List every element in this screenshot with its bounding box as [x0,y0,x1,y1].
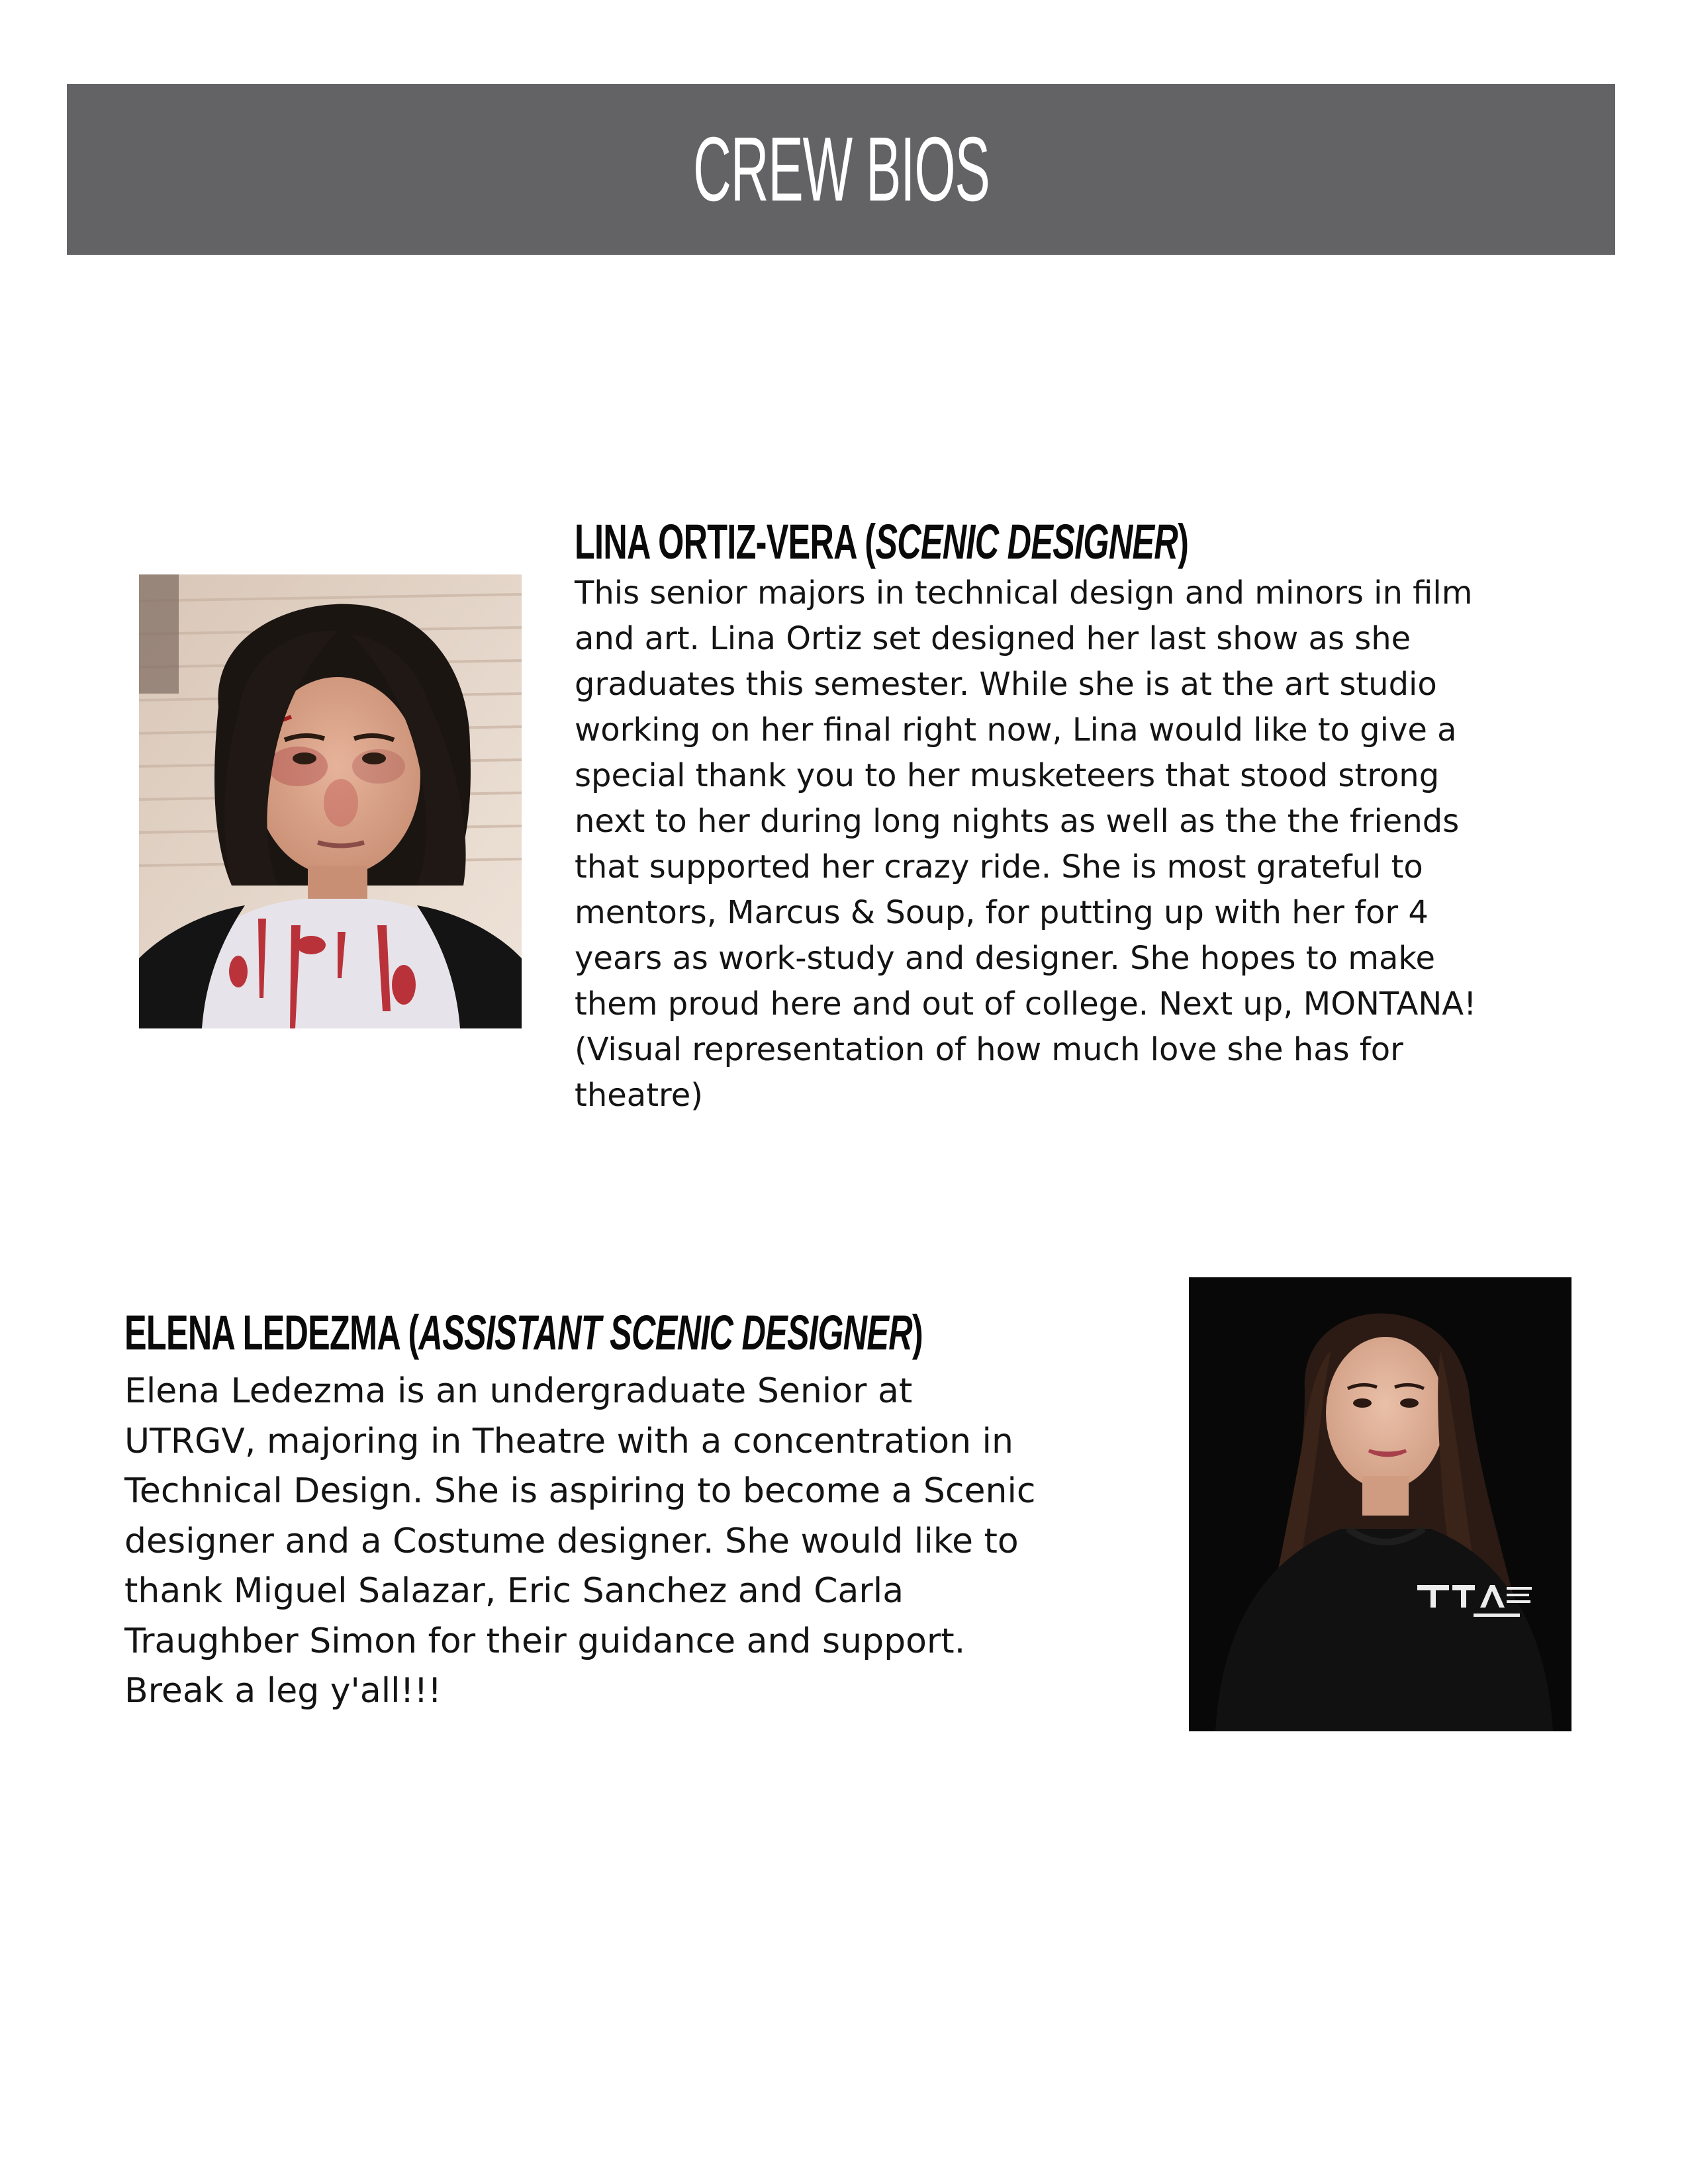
name-text: LINA ORTIZ-VERA [575,514,856,569]
bio-line: next to her during long nights as well as the the friends [575,803,1460,840]
bio-text-elena [124,1367,1157,1717]
role-paren-close: ) [912,1305,923,1360]
bio-line: years as work-study and designer. She hopes to make [575,940,1436,977]
header-banner [67,84,1615,255]
bio-line: This senior majors in technical design and minors in film [575,574,1473,612]
role-text: SCENIC DESIGNER [875,514,1178,569]
bio-line: designer and a Costume designer. She would like to [124,1521,1019,1561]
portrait-image-elena [1189,1277,1571,1731]
portrait-image-lina [139,574,522,1028]
bio-line: that supported her crazy ride. She is most grateful to [575,848,1423,886]
bio-line: thank Miguel Salazar, Eric Sanchez and Carla [124,1571,904,1611]
bio-text-lina [575,570,1541,1118]
bio-line: (Visual representation of how much love she has for [575,1031,1403,1068]
role-paren-open: ( [408,1305,419,1360]
role-paren-close: ) [1178,514,1189,569]
bio-line: special thank you to her musketeers that stood strong [575,757,1440,794]
bio-line: graduates this semester. While she is at the art studio [575,666,1437,703]
portrait-photo-elena [1189,1277,1571,1731]
bio-line: mentors, Marcus & Soup, for putting up with her for 4 [575,894,1429,931]
page-title: CREW BIOS [692,118,990,220]
role-paren-open: ( [865,514,876,569]
bio-line: Elena Ledezma is an undergraduate Senior at [124,1371,913,1411]
bio-line: and art. Lina Ortiz set designed her last show as she [575,620,1411,657]
bio-name-elena [124,1305,923,1360]
bio-line: Break a leg y'all!!! [124,1671,442,1711]
name-text: ELENA LEDEZMA [124,1305,400,1360]
bio-name-lina [575,514,1189,569]
portrait-photo-lina [139,574,522,1028]
bio-line: working on her final right now, Lina would like to give a [575,711,1457,749]
bio-line: UTRGV, majoring in Theatre with a concentration in [124,1421,1013,1461]
role-text: ASSISTANT SCENIC DESIGNER [418,1305,912,1360]
bio-line: Technical Design. She is aspiring to become a Scenic [124,1471,1036,1511]
bio-line: them proud here and out of college. Next up, MONTANA! [575,985,1477,1023]
bio-line: Traughber Simon for their guidance and support. [124,1621,966,1661]
bio-line: theatre) [575,1077,703,1114]
